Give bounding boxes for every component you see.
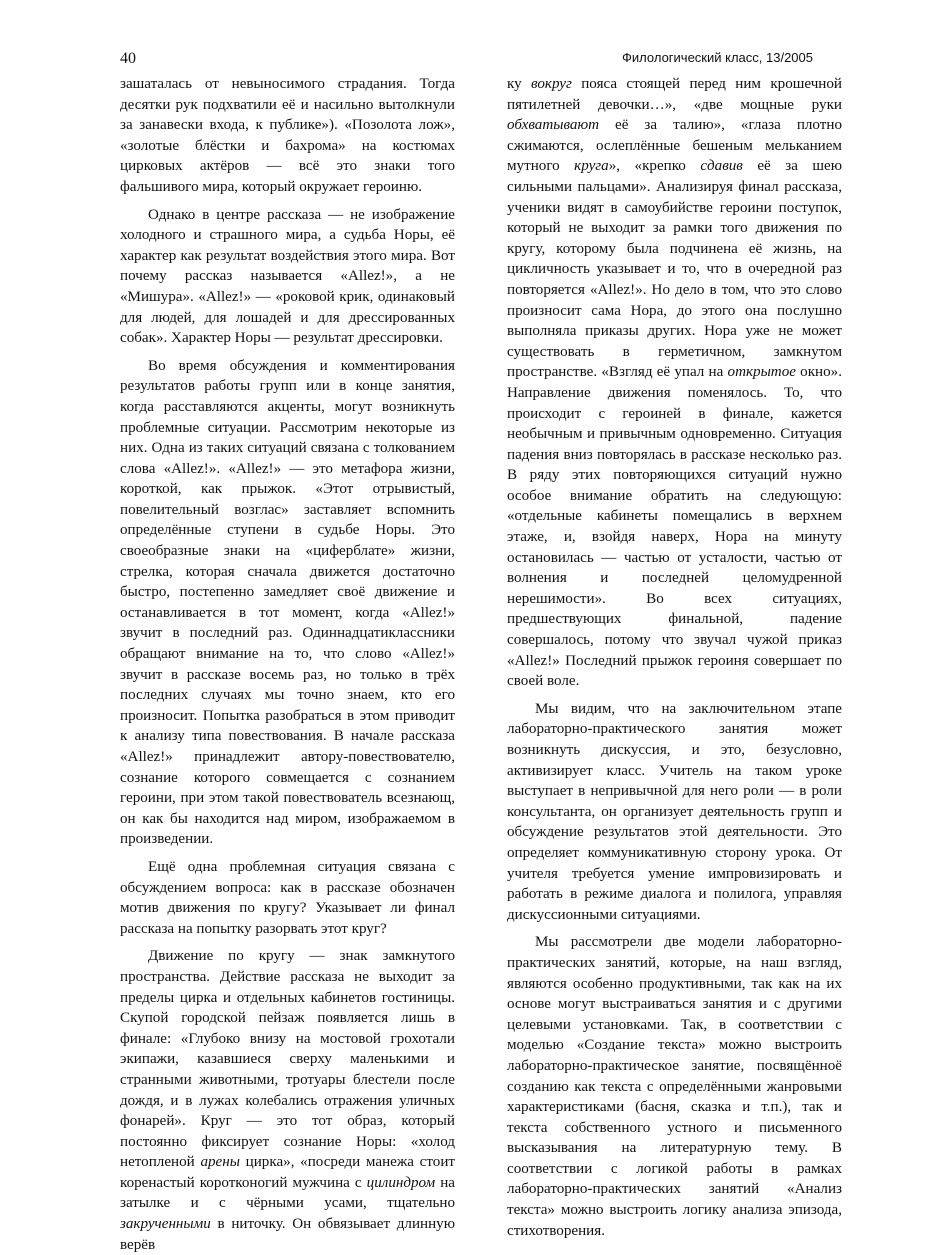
paragraph: Ещё одна проблемная ситуация связана с обсуждением вопроса: как в рассказе обозначен мотив движения по кругу? Указывает ли финал рассказа на попытку разорвать этот круг? <box>120 858 455 937</box>
paragraph: Движение по кругу — знак замкнутого пространства. Действие рассказа не выходит за пределы цирка и отдельных кабинетов гостиницы. Скупой городской пейзаж появляется лишь в финале: «Глубоко внизу на мостовой грохотали экипажи, казавшиеся сверху маленькими и странными животными, тротуары блестели после дождя, и в лужах колебались отражения уличных фонарей». Круг — это тот образ, который постоянно фиксирует сознание Норы: «холод нетопленой арены цирка», «посреди манежа стоит коренастый коротконогий мужчина с цилиндром на затылке и с чёрными усами, тщательно закрученными в ниточку. Он обвязывает длинную верёв <box>120 948 455 1253</box>
paragraph: Мы рассмотрели две модели лабораторно-практических занятий, которые, на наш взгляд, являются особенно продуктивными, так как на их основе могут выстраиваться занятия и с другими целевыми установками. Так, в соответствии с моделью «Создание текста» можно выстроить лабораторно-практическое занятие, посвящённоё созданию как текста с определёнными жанровыми характеристиками (басня, сказка и т.п.), так и текста собственного устного и письменного высказывания на литературную тему. В соответствии с логикой работы в рамках лабораторно-практических занятий «Анализ текста» можно выстроить логику анализа эпизода, стихотворения. <box>507 934 842 1239</box>
paragraph: Во время обсуждения и комментирования результатов работы групп или в конце занятия, когда расставляются акценты, могут возникнуть проблемные ситуации. Рассмотрим некоторые из них. Одна из таких ситуаций связана с толкованием слова «Allez!». «Allez!» — это метафора жизни, короткой, как прыжок. «Этот отрывистый, повелительный возглас» заставляет вспомнить определённые ступени в судьбе Норы. Это своеобразные знаки на «циферблате» жизни, стрелка, которая сначала движется достаточно быстро, постепенно замедляет своё движение и останавливается в тот момент, когда «Allez!» звучит в последний раз. Одиннадцатиклассники обращают внимание на то, что слово «Allez!» звучит в рассказе восемь раз, но только в трёх последних случаях мы точно знаем, кто его произносит. Попытка разобраться в этом приводит к анализу типа повествования. В начале рассказа «Allez!» принадлежит автору-повествователю, сознание которого совмещается с сознанием героини, при этом такой повествователь всезнающ, он как бы находится над миром, изображаемом в произведении. <box>120 357 455 848</box>
left-column <box>120 74 455 1255</box>
paragraph: ку вокруг пояса стоящей перед ним крошечной пятилетней девочки…», «две мощные руки обхватывают её за талию», «глаза плотно сжимаются, ослеплённые бешеным мельканием мутного круга», «крепко сдавив её за шею сильными пальцами». Анализируя финал рассказа, ученики видят в самоубийстве героини поступок, который не выходит за рамки того движения по кругу, которому была подчинена её жизнь, на цикличность указывает и то, что в очередной раз повторяется «Allez!». Но дело в том, что это слово произносит сама Нора, до этого она послушно выполняла приказы других. Нора уже не может существовать в герметичном, замкнутом пространстве. «Взгляд её упал на открытое окно». Направление движения поменялось. То, что происходит с героиней в финале, кажется необычным и привычным одновременно. Ситуация падения вниз повторялась в рассказе несколько раз. В ряду этих повторяющихся ситуаций нужно особое внимание обратить на следующую: «отдельные кабинеты помещались в верхнем этаже, и, взойдя наверх, Нора на минуту остановилась — частью от усталости, частью от волнения и последней целомудренной нерешимости». Во всех ситуациях, предшествующих финальной, падение совершалось, потому что звучал чужой приказ «Allez!» Последний прыжок героиня совершает по своей воле. <box>507 76 843 690</box>
paragraph: Мы видим, что на заключительном этапе лабораторно-практического занятия может возникнуть дискуссия, и это, безусловно, активизирует класс. Учитель на таком уроке выступает в непривычной для него роли — в роли консультанта, он организует деятельность групп и обсуждение результатов этой деятельности. Это определяет коммуникативную сторону урока. От учителя требуется умение импровизировать и работать в режиме диалога и полилога, управляя дискуссионными ситуациями. <box>507 700 842 923</box>
page-number: 40 <box>120 50 136 67</box>
paragraph: Однако в центре рассказа — не изображение холодного и страшного мира, а судьба Норы, её характер как результат воздействия этого мира. Вот почему рассказ называется «Allez!», а не «Мишура». «Allez!» — «роковой крик, одинаковый для людей, для лошадей и для дрессированных собак». Характер Норы — результат дрессировки. <box>120 206 455 347</box>
right-column <box>507 74 842 1241</box>
running-header: Филологический класс, 13/2005 <box>622 50 813 65</box>
paragraph: зашаталась от невыносимого страдания. Тогда десятки рук подхватили её и насильно вытолкнули за занавески входа, к публике»). «Позолота лож», «золотые блёстки и бахрома» на костюмах цирковых актёров — всё это знаки того фальшивого мира, который окружает героиню. <box>120 76 455 195</box>
